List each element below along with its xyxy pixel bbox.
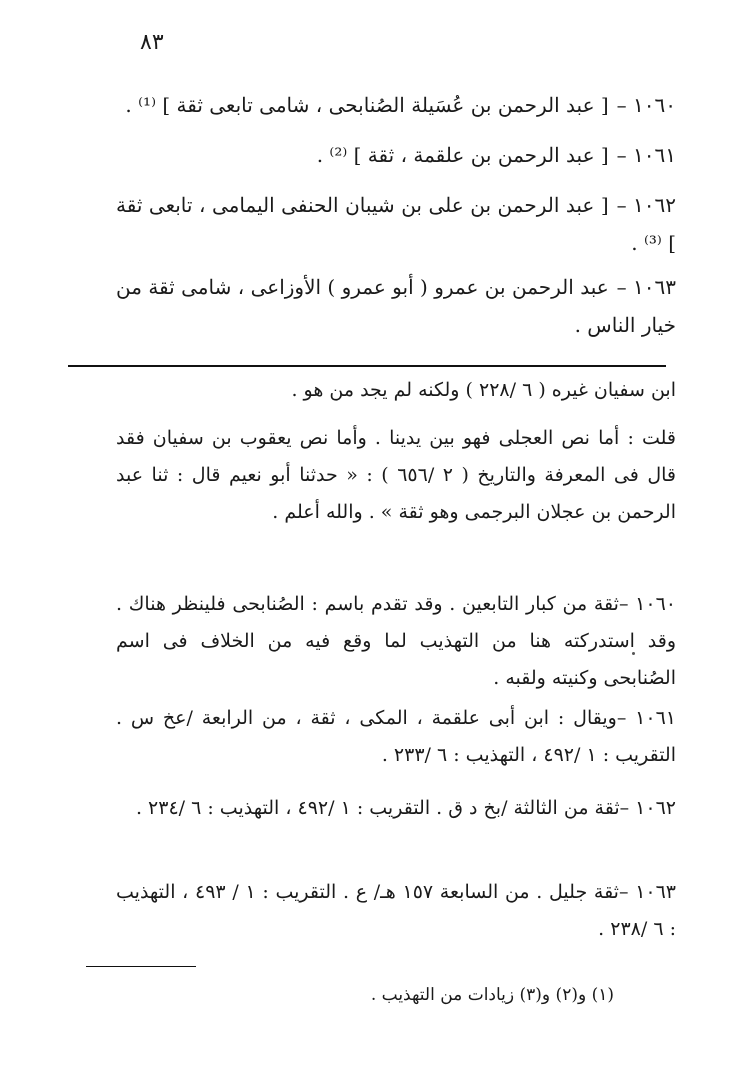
entry-1061 bbox=[116, 136, 676, 174]
entry-number: ١٠٦١ – bbox=[616, 143, 676, 167]
note-text: ثقة من كبار التابعين . وقد تقدم باسم : الصُنابحى فلينظر هناك . وقد استدركته هنا من التهذيب لما وقع فيه من الخلاف فى اسم الصُنابحى وكنيته ولقبه . bbox=[116, 593, 676, 689]
note-text: ثقة جليل . من السابعة ١٥٧ هـ/ ع . التقريب : ١ / ٤٩٣ ، التهذيب : ٦ /٢٣٨ . bbox=[116, 881, 676, 940]
note-1063 bbox=[116, 874, 676, 948]
entry-1060 bbox=[116, 86, 676, 124]
footnote: (١) و(٢) و(٣) زيادات من التهذيب . bbox=[370, 985, 614, 1005]
section-divider bbox=[68, 365, 666, 367]
note-qult: قلت : أما نص العجلى فهو بين يدينا . وأما نص يعقوب بن سفيان فقد قال فى المعرفة والتاريخ ( ٢ /٦٥٦ ) : « حدثنا أبو نعيم قال : ثنا عبد الرحمن بن عجلان البرجمى وهو ثقة » . والله أعلم . bbox=[116, 427, 677, 523]
entry-1063 bbox=[116, 268, 676, 344]
entry-1062 bbox=[116, 186, 676, 262]
footnote-divider bbox=[86, 966, 196, 967]
note-number: ١٠٦١ – bbox=[616, 707, 676, 729]
entry-number: ١٠٦٢ – bbox=[616, 193, 676, 217]
note-text: ويقال : ابن أبى علقمة ، المكى ، ثقة ، من الرابعة /عخ س . التقريب : ١ /٤٩٢ ، التهذيب : ٦ /٢٣٣ . bbox=[116, 707, 676, 766]
note-1060 bbox=[116, 586, 676, 697]
entry-number: ١٠٦٣ – bbox=[616, 275, 676, 299]
print-speck bbox=[632, 652, 635, 655]
entry-number: ١٠٦٠ – bbox=[616, 93, 676, 117]
note-1062 bbox=[116, 790, 676, 827]
note-number: ١٠٦٠ – bbox=[618, 593, 676, 615]
note-number: ١٠٦٣ – bbox=[618, 881, 677, 903]
note-number: ١٠٦٢ – bbox=[619, 797, 676, 819]
page-number: ٨٣ bbox=[140, 30, 164, 55]
note-continuation: ابن سفيان غيره ( ٦ /٢٢٨ ) ولكنه لم يجد من هو . bbox=[291, 379, 676, 401]
entry-text: عبد الرحمن بن عمرو ( أبو عمرو ) الأوزاعى ، شامى ثقة من خيار الناس . bbox=[116, 275, 676, 337]
entry-text: [ عبد الرحمن بن عُسَيلة الصُنابحى ، شامى تابعى ثقة ] ⁽¹⁾ . bbox=[125, 93, 609, 117]
note-1061 bbox=[116, 700, 676, 774]
entry-text: [ عبد الرحمن بن علقمة ، ثقة ] ⁽²⁾ . bbox=[316, 143, 609, 167]
entry-text: [ عبد الرحمن بن على بن شيبان الحنفى اليمامى ، تابعى ثقة ] ⁽³⁾ . bbox=[116, 193, 676, 255]
note-text: ثقة من الثالثة /بخ د ق . التقريب : ١ /٤٩٢ ، التهذيب : ٦ /٢٣٤ . bbox=[135, 797, 620, 819]
